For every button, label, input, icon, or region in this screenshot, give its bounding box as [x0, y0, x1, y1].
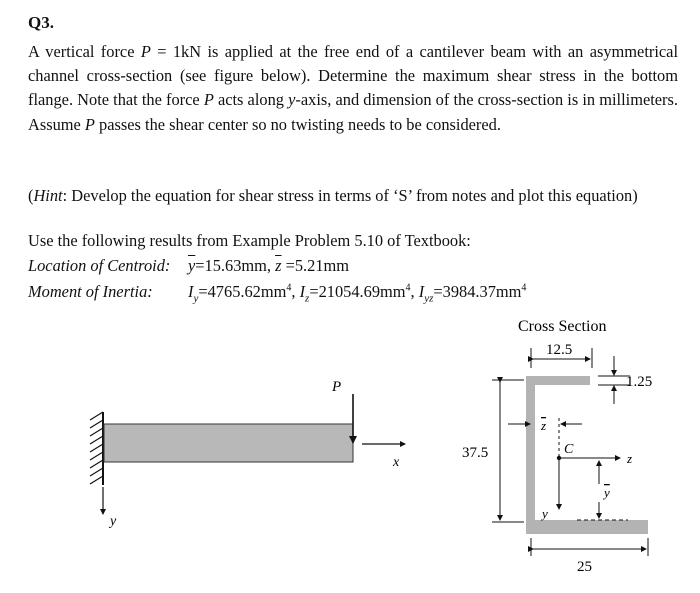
centroid-point: [557, 456, 561, 460]
fixed-support-wall: [90, 412, 103, 485]
cross-section-title: Cross Section: [518, 318, 607, 335]
cross-section-diagram: [462, 318, 652, 575]
moment-of-inertia-line: Moment of Inertia: $I_y=4765.62mm^4$, $I_z=21054.69mm^4$, $I_{yz}=3984.37mm^4$: [28, 282, 527, 305]
hint-text: (Hint: Develop the equation for shear stress in terms of ‘S’ from notes and plot this equation): [28, 186, 638, 205]
centroid-line: Location of Centroid: $\overline{y}=15.63mm$, $\overline{z} =5.21mm$: [28, 256, 350, 275]
ybar-label: y: [604, 485, 610, 500]
centroid-label: Location of Centroid:: [28, 256, 171, 275]
y-axis-label: y: [110, 514, 117, 529]
dimension-flange-label: 1.25: [626, 374, 653, 390]
force-label: P: [332, 379, 342, 395]
zbar-label: z: [541, 418, 547, 433]
hint-label: Hint: [33, 186, 63, 205]
y-axis-section-label: y: [542, 506, 548, 521]
cantilever-beam-diagram: [90, 379, 405, 529]
centroid-label: C: [564, 442, 574, 457]
dimension-bottom-label: 25: [577, 559, 592, 575]
dimension-height-label: 37.5: [462, 445, 489, 461]
beam-body: [104, 424, 353, 462]
inertia-label: Moment of Inertia:: [28, 282, 153, 301]
x-axis-label: x: [393, 455, 400, 470]
dimension-top-label: 12.5: [546, 342, 573, 358]
problem-statement: A vertical force P = 1kN is applied at the free end of a cantilever beam with an asymmetrical channel cross-section (see figure below). Determine the maximum shear stress in the bottom flange. Note that the force P acts along y-axis, and dimension of the cross-section is in millimeters. Assume P passes the shear center so no twisting needs to be considered.: [28, 42, 678, 134]
z-axis-label: z: [627, 451, 633, 466]
question-number: Q3.: [28, 13, 54, 32]
textbook-reference-line: Use the following results from Example Problem 5.10 of Textbook:: [28, 231, 471, 250]
